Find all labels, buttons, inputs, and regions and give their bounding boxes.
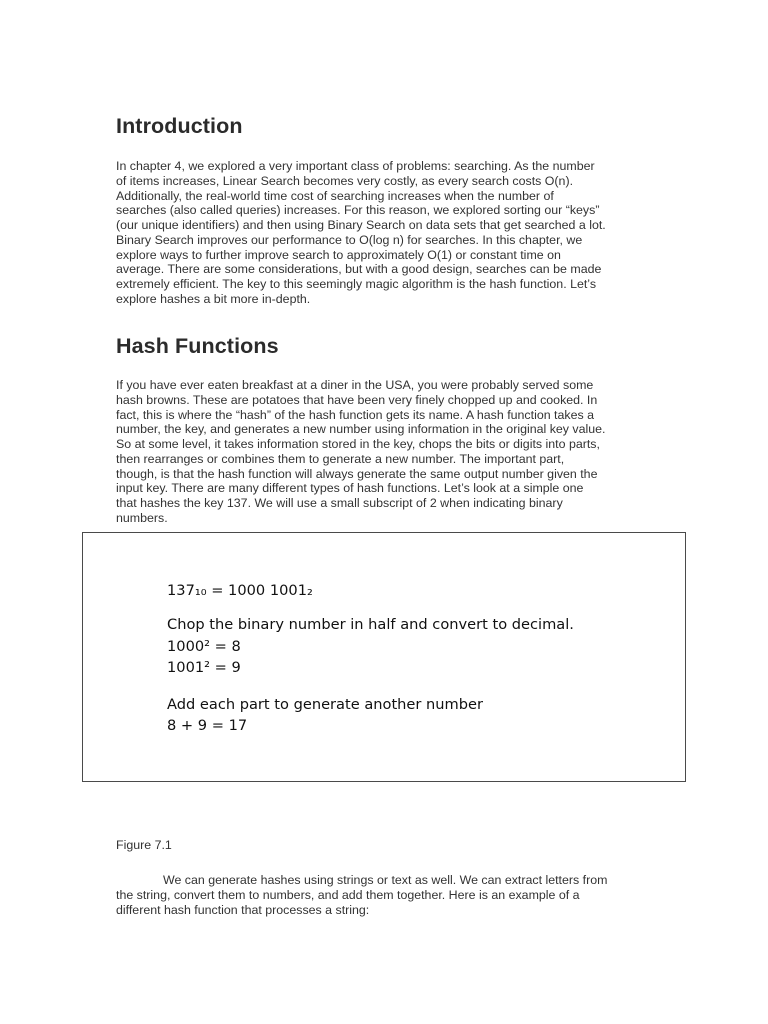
paragraph-line: searches (also called queries) increases. For this reason, we explored sorting our “keys” [116, 203, 600, 218]
paragraph-line: numbers. [116, 510, 168, 525]
figure-caption: Figure 7.1 [116, 838, 172, 852]
paragraph-line: Binary Search improves our performance to O(log n) for searches. In this chapter, we [116, 232, 583, 247]
paragraph-line: hash browns. These are potatoes that have been very finely chopped up and cooked. In [116, 392, 598, 407]
hash-functions-heading: Hash Functions [116, 334, 279, 358]
paragraph-line: of items increases, Linear Search becomes very costly, as every search costs O(n). [116, 173, 574, 188]
paragraph-line: Additionally, the real-world time cost of searching increases when the number of [116, 188, 554, 203]
paragraph-line: that hashes the key 137. We will use a small subscript of 2 when indicating binary [116, 496, 563, 510]
paragraph-line: If you have ever eaten breakfast at a diner in the USA, you were probably served some [116, 378, 594, 392]
paragraph-line: though, is that the hash function will always generate the same output number given the [116, 466, 598, 481]
figure-chop-instruction-line: Chop the binary number in half and convert to decimal. [167, 616, 574, 633]
introduction-paragraph [116, 159, 606, 307]
string-hash-paragraph [116, 873, 607, 917]
paragraph-line: In chapter 4, we explored a very important class of problems: searching. As the number [116, 159, 595, 173]
paragraph-line: input key. There are many different types of hash functions. Let’s look at a simple one [116, 481, 584, 496]
paragraph-line: average. There are some considerations, but with a good design, searches can be made [116, 262, 602, 277]
figure-binary-conversion-line: 137₁₀ = 1000 1001₂ [167, 582, 313, 599]
paragraph-line: We can generate hashes using strings or text as well. We can extract letters from [163, 873, 608, 887]
paragraph-line: then rearranges or combines them to generate a new number. The important part, [116, 451, 565, 466]
paragraph-line: fact, this is where the “hash” of the hash function gets its name. A hash function takes a [116, 407, 595, 422]
paragraph-line: explore hashes a bit more in-depth. [116, 291, 311, 306]
paragraph-line: extremely efficient. The key to this seemingly magic algorithm is the hash function. Let’s [116, 277, 597, 291]
paragraph-line: different hash function that processes a string: [116, 902, 370, 917]
introduction-heading: Introduction [116, 114, 243, 138]
paragraph-line: (our unique identifiers) and then using Binary Search on data sets that get searched a lot. [116, 218, 606, 232]
paragraph-line: explore ways to further improve search to approximately O(1) or constant time on [116, 247, 561, 262]
paragraph-line: So at some level, it takes information stored in the key, chops the bits or digits into parts, [116, 437, 600, 451]
figure-first-half-line: 1000² = 8 [167, 638, 241, 655]
figure-second-half-line: 1001² = 9 [167, 659, 241, 676]
figure-7-1-box [82, 532, 686, 782]
paragraph-line: the string, convert them to numbers, and add them together. Here is an example of a [116, 887, 580, 902]
paragraph-line: number, the key, and generates a new number using information in the original key value. [116, 422, 606, 437]
figure-add-instruction-line: Add each part to generate another number [167, 696, 484, 713]
hash-functions-paragraph [116, 378, 606, 526]
figure-sum-line: 8 + 9 = 17 [167, 717, 248, 734]
